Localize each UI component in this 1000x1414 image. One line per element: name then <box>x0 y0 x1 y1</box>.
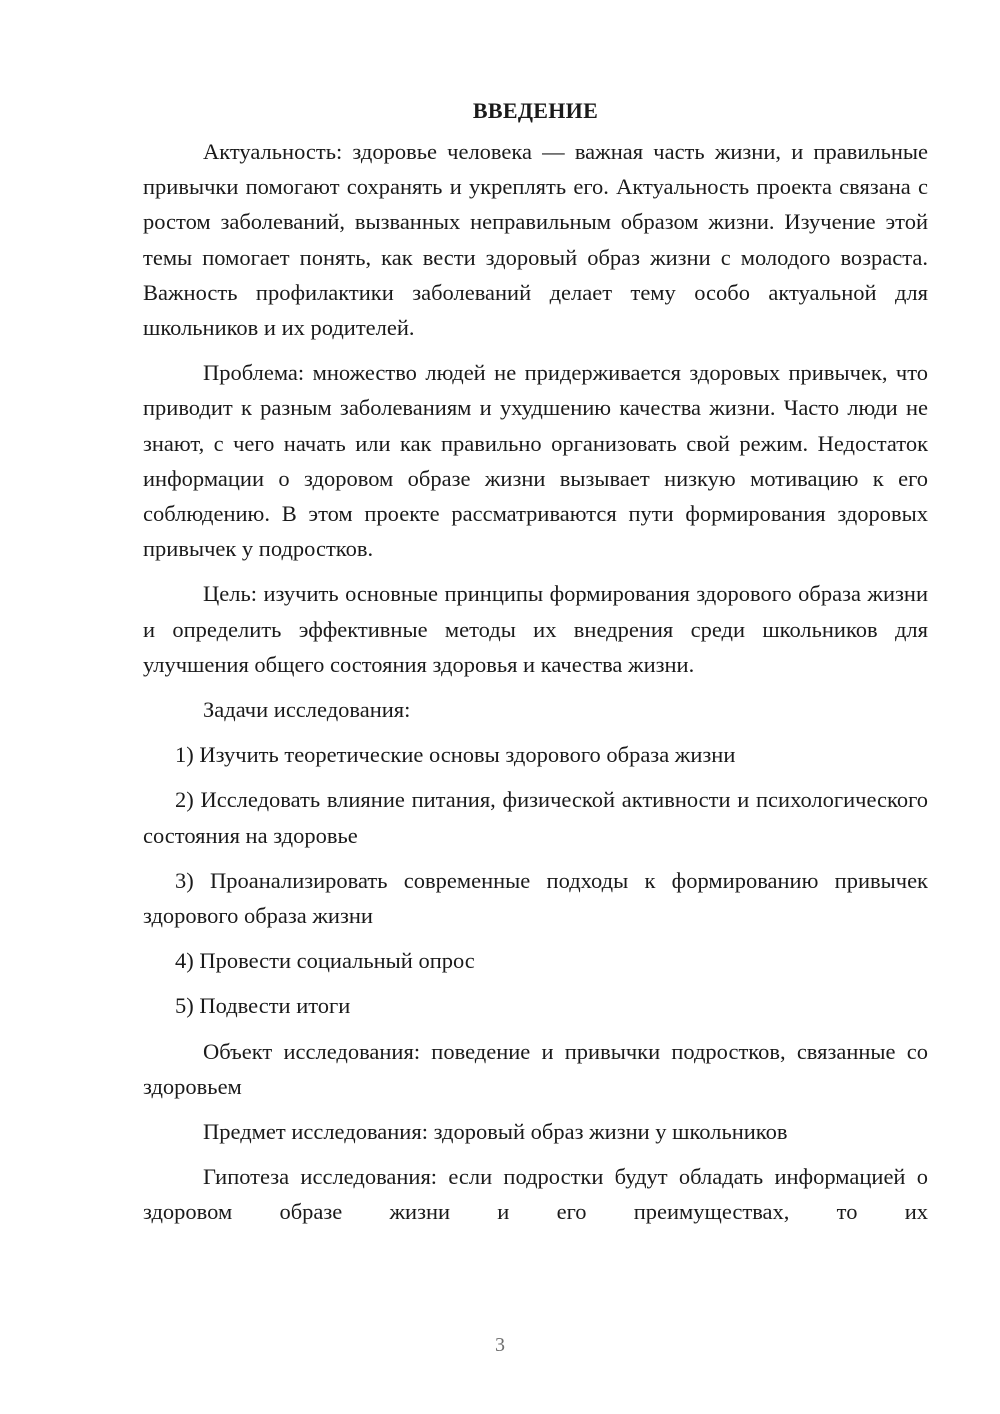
paragraph-hypothesis: Гипотеза исследования: если подростки будут обладать информацией о здоровом образе жизни и его преимуществах, то их <box>143 1164 928 1225</box>
tasks-heading: Задачи исследования: <box>203 697 411 723</box>
paragraph-relevance: Актуальность: здоровье человека — важная часть жизни, и правильные привычки помогают сохранять и укреплять его. Актуальность проекта связана с ростом заболеваний, вызванных неправильным образом жизни. Изучение этой темы помогает понять, как вести здоровый образ жизни с молодого возраста. Важность профилактики заболеваний делает тему особо актуальной для школьников и их родителей. <box>143 139 928 341</box>
paragraph-goal: Цель: изучить основные принципы формирования здорового образа жизни и определить эффективные методы их внедрения среди школьников для улучшения общего состояния здоровья и качества жизни. <box>143 581 928 677</box>
task-item-1: 1) Изучить теоретические основы здорового образа жизни <box>175 742 736 768</box>
task-item-5: 5) Подвести итоги <box>175 993 351 1019</box>
task-item-4: 4) Провести социальный опрос <box>175 948 475 974</box>
paragraph-object: Объект исследования: поведение и привычки подростков, связанные со здоровьем <box>143 1038 928 1099</box>
task-item-2: 2) Исследовать влияние питания, физической активности и психологического состояния на здоровье <box>143 787 928 848</box>
section-title: ВВЕДЕНИЕ <box>472 98 599 123</box>
document-page <box>143 96 928 1240</box>
paragraph-problem: Проблема: множество людей не придерживается здоровых привычек, что приводит к разным заболеваниям и ухудшению качества жизни. Часто люди не знают, с чего начать или как правильно организовать свой режим. Недостаток информации о здоровом образе жизни вызывает низкую мотивацию к его соблюдению. В этом проекте рассматриваются пути формирования здоровых привычек у подростков. <box>143 360 928 562</box>
page-number: 3 <box>495 1334 505 1356</box>
task-item-3: 3) Проанализировать современные подходы к формированию привычек здорового образа жизни <box>143 867 928 929</box>
paragraph-subject: Предмет исследования: здоровый образ жизни у школьников <box>203 1119 788 1145</box>
